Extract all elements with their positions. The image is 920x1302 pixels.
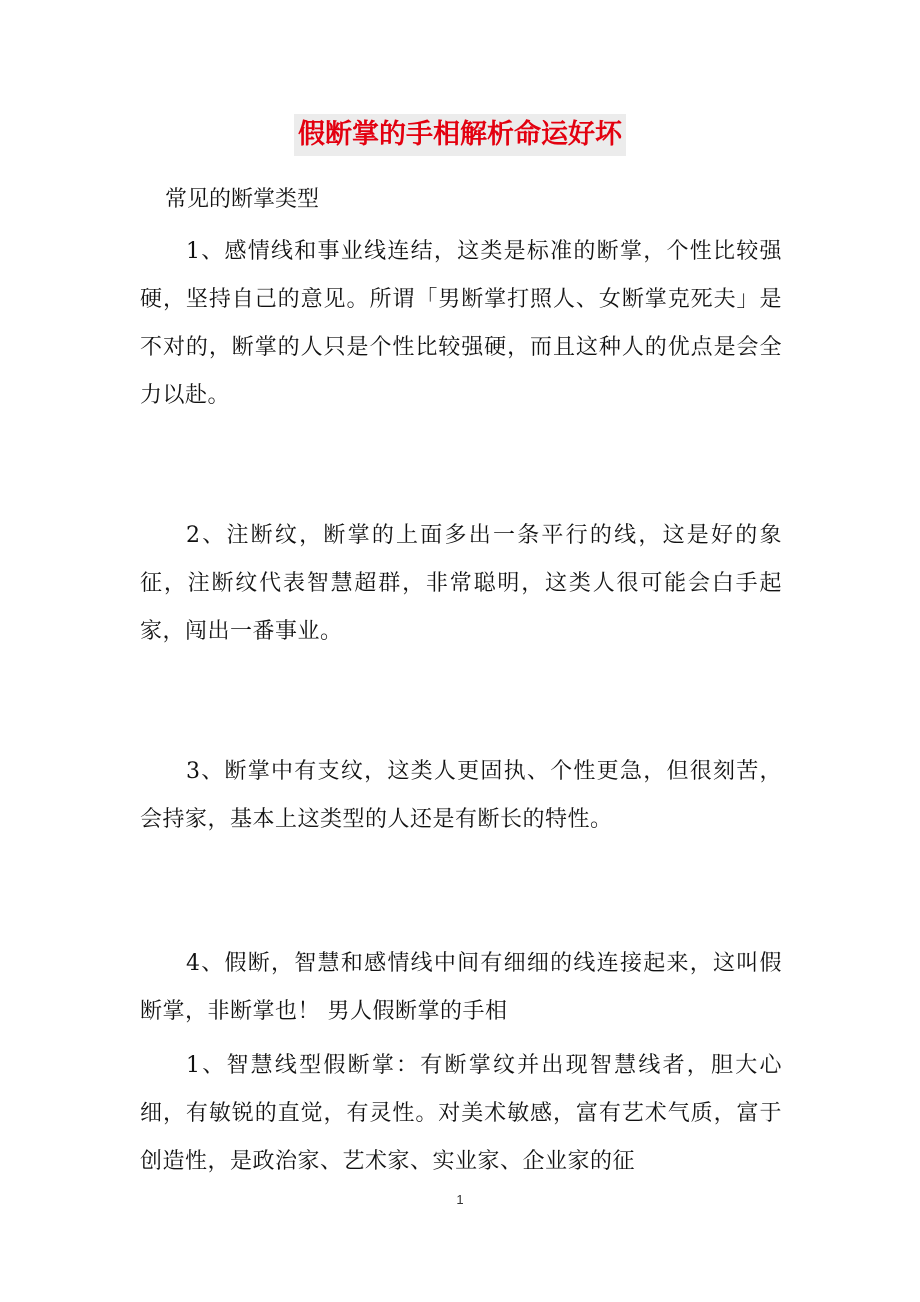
section-subheading: 常见的断掌类型 <box>165 187 320 212</box>
paragraph-3: 3、断掌中有支纹，这类人更固执、个性更急，但很刻苦，会持家，基本上这类型的人还是有断长的特性。 <box>140 759 782 832</box>
document-title: 假断掌的手相解析命运好坏 <box>294 114 626 156</box>
paragraph-4: 4、假断，智慧和感情线中间有细细的线连接起来，这叫假断掌，非断掌也！ 男人假断掌的手相 <box>140 951 782 1024</box>
title-container <box>0 114 920 156</box>
paragraph-2: 2、注断纹，断掌的上面多出一条平行的线，这是好的象征，注断纹代表智慧超群，非常聪明，这类人很可能会白手起家，闯出一番事业。 <box>140 523 782 644</box>
paragraph-5: 1、智慧线型假断掌：有断掌纹并出现智慧线者，胆大心细，有敏锐的直觉，有灵性。对美术敏感，富有艺术气质，富于创造性，是政治家、艺术家、实业家、企业家的征 <box>140 1053 782 1174</box>
page-number: 1 <box>456 1192 464 1207</box>
paragraph-1: 1、感情线和事业线连结，这类是标准的断掌，个性比较强硬，坚持自己的意见。所谓「男断掌打照人、女断掌克死夫」是不对的，断掌的人只是个性比较强硬，而且这种人的优点是会全力以赴。 <box>140 239 782 408</box>
